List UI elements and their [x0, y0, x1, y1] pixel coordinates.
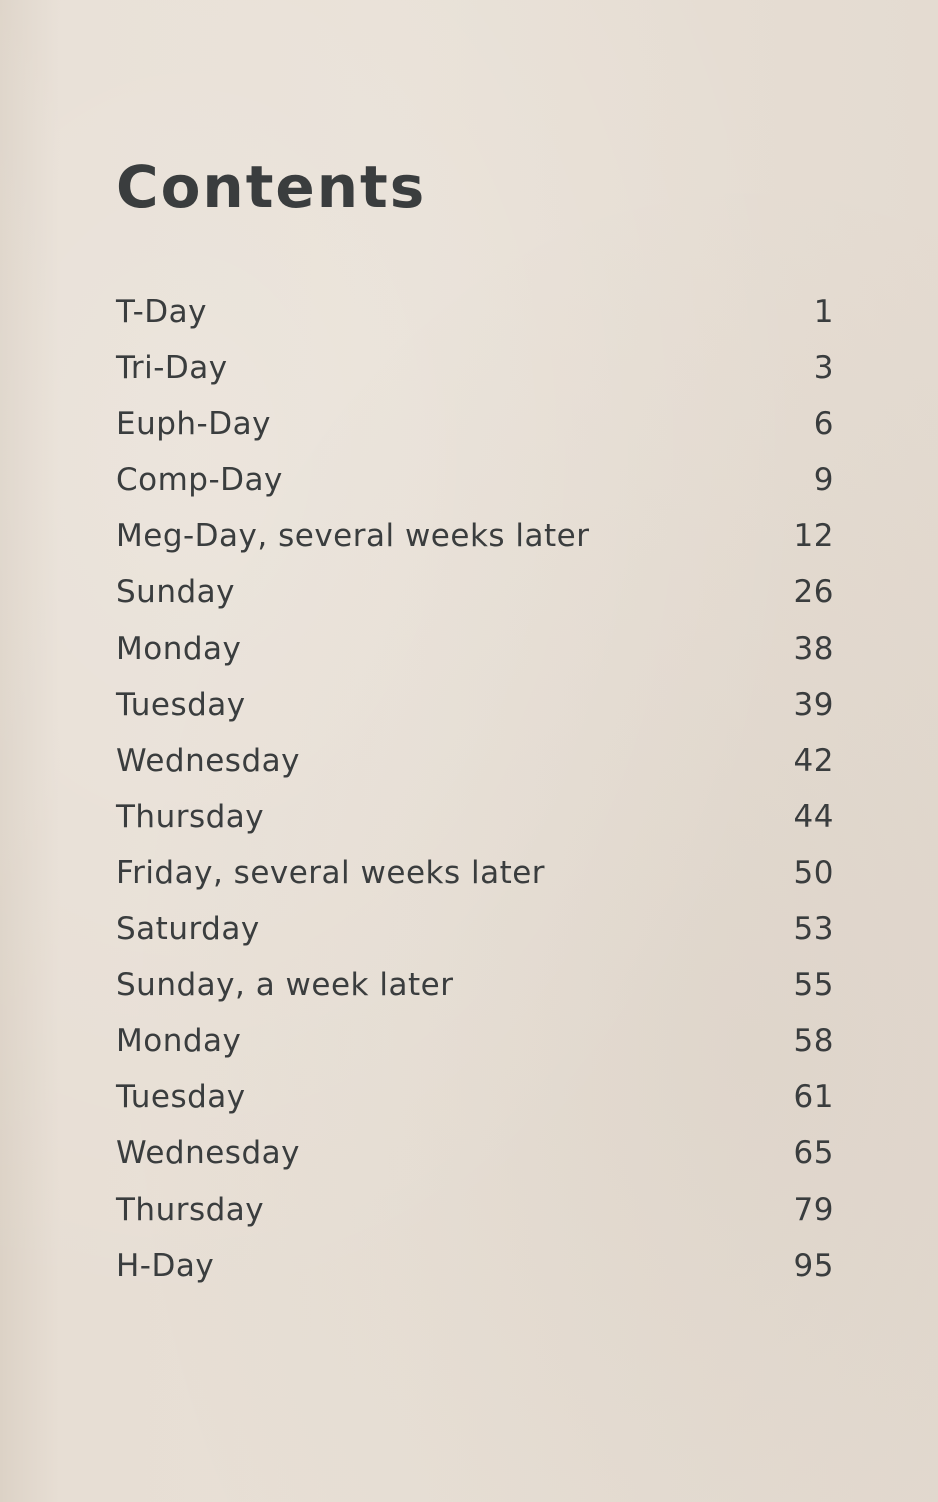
- toc-entry-page: 55: [793, 967, 834, 1004]
- toc-entry-title: Thursday: [116, 798, 265, 835]
- toc-entry-page: 12: [793, 518, 834, 555]
- toc-entry-title: Comp-Day: [116, 462, 283, 499]
- toc-entry-page: 39: [793, 686, 834, 723]
- toc-entry-title: Friday, several weeks later: [116, 854, 546, 891]
- toc-entry-page: 38: [793, 630, 834, 667]
- toc-entry-title: Thursday: [116, 1191, 265, 1228]
- toc-entry: [116, 1135, 834, 1191]
- toc-entry: [116, 1248, 834, 1304]
- toc-entry-page: 9: [813, 462, 834, 499]
- toc-entry-title: Tri-Day: [116, 350, 228, 387]
- toc-entry: [116, 1079, 834, 1135]
- toc-entry-page: 1: [813, 294, 834, 330]
- toc-entry: [116, 1023, 834, 1079]
- toc-entry: [116, 911, 834, 967]
- toc-entry-page: 50: [793, 854, 834, 891]
- toc-entry-title: Tuesday: [116, 686, 246, 723]
- toc-entry: [116, 799, 834, 855]
- toc-entry: [116, 1192, 834, 1248]
- toc-entry-page: 95: [793, 1247, 834, 1284]
- page-title: Contents: [116, 153, 427, 221]
- toc-entry-title: Tuesday: [116, 1079, 246, 1116]
- toc-entry: [116, 687, 834, 743]
- toc-entry-title: Monday: [116, 630, 242, 667]
- toc-entry: [116, 294, 834, 350]
- toc-entry: [116, 743, 834, 799]
- toc-entry-title: Meg-Day, several weeks later: [116, 518, 590, 555]
- toc-entry-page: 42: [793, 742, 834, 779]
- toc-entry-title: Sunday: [116, 574, 235, 611]
- toc-entry: [116, 518, 834, 574]
- toc-entry-title: Wednesday: [116, 1135, 300, 1172]
- toc-entry: [116, 631, 834, 687]
- toc-entry-page: 26: [793, 574, 834, 611]
- toc-entry-page: 6: [813, 406, 834, 443]
- toc-entry-title: T-Day: [116, 294, 207, 330]
- toc-entry-page: 44: [793, 798, 834, 835]
- toc-entry-page: 58: [793, 1023, 834, 1060]
- toc-entry-title: Sunday, a week later: [116, 967, 454, 1004]
- table-of-contents: [116, 294, 834, 1304]
- toc-entry-title: Euph-Day: [116, 406, 271, 443]
- toc-entry: [116, 462, 834, 518]
- toc-entry-page: 79: [793, 1191, 834, 1228]
- toc-entry: [116, 574, 834, 630]
- toc-entry-page: 61: [793, 1079, 834, 1116]
- toc-entry-title: Wednesday: [116, 742, 300, 779]
- toc-entry-title: Monday: [116, 1023, 242, 1060]
- toc-entry: [116, 855, 834, 911]
- toc-entry-title: H-Day: [116, 1247, 215, 1284]
- toc-entry: [116, 967, 834, 1023]
- toc-entry-page: 3: [813, 350, 834, 387]
- toc-entry: [116, 406, 834, 462]
- toc-entry-page: 53: [793, 911, 834, 948]
- toc-entry: [116, 350, 834, 406]
- toc-entry-title: Saturday: [116, 911, 260, 948]
- toc-entry-page: 65: [793, 1135, 834, 1172]
